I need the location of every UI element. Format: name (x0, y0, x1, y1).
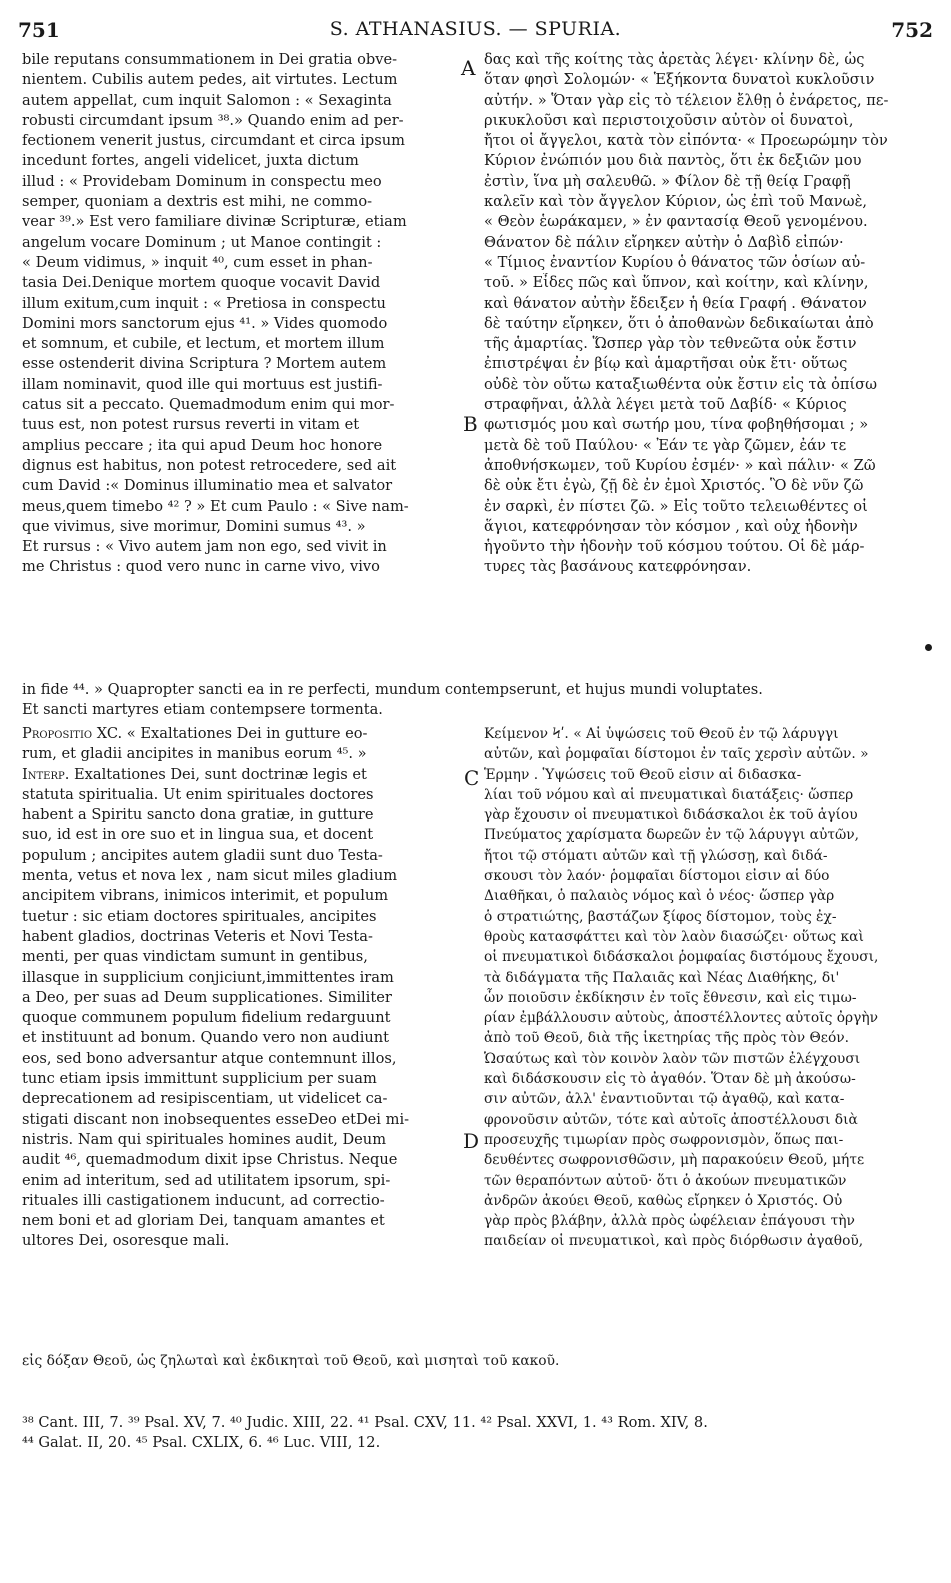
latin-text-line: fectionem venerit justus, circumdant et circa ipsum (22, 132, 405, 150)
greek-text-line: ἀπὸ τοῦ Θεοῦ, διὰ τῆς ἱκετηρίας τῆς πρὸς τὸν Θεόν. (484, 1030, 850, 1047)
greek-text-line: δὲ οὐκ ἔτι ἐγὼ, ζῇ δὲ ἐν ἐμοὶ Χριστός. Ὃ δὲ νῦν ζῶ (484, 477, 864, 495)
latin-text-line: habent a Spiritu sancto dona gratiæ, in gutture (22, 806, 374, 824)
greek-column-lower (484, 724, 932, 1252)
greek-full-width-line: εἰς δόξαν Θεοῦ, ὡς ζηλωταὶ καὶ ἐκδικηταὶ τοῦ Θεοῦ, καὶ μισηταὶ τοῦ κακοῦ. (22, 1353, 560, 1369)
latin-column-upper (22, 50, 460, 578)
latin-text-line: Domini mors sanctorum ejus ⁴¹. » Vides quomodo (22, 314, 388, 332)
latin-text-line: nem boni et ad gloriam Dei, tanquam amantes et (22, 1212, 385, 1230)
greek-text-line: ὧν ποιοῦσιν ἐκδίκησιν ἐν τοῖς ἔθνεσιν, καὶ εἰς τιμω- (484, 989, 857, 1006)
latin-text-line: que vivimus, sive morimur, Domini sumus ⁴³. » (22, 517, 366, 535)
footnotes (22, 1412, 932, 1453)
latin-text-line: Et sancti martyres etiam contempsere tormenta. (22, 701, 383, 719)
latin-text-line: et instituunt ad bonum. Quando vero non audiunt (22, 1029, 390, 1047)
latin-text-line: Propositio XC. « Exaltationes Dei in gutture eo- (22, 725, 368, 742)
latin-text-line: autem appellat, cum inquit Salomon : « Sexaginta (22, 91, 392, 109)
greek-text-line: σιν αὐτῶν, ἀλλ' ἐναντιοῦνται τῷ ἀγαθῷ, καὶ κατα- (484, 1091, 845, 1108)
latin-text-line: nistris. Nam qui spirituales homines audit, Deum (22, 1130, 387, 1148)
greek-text-line: ἀποθνήσκωμεν, τοῦ Κυρίου ἐσμέν· » καὶ πάλιν· « Ζῶ (484, 456, 876, 474)
latin-full-width-lines (22, 680, 932, 721)
latin-text-line: rituales illi castigationem inducunt, ad correctio- (22, 1191, 385, 1209)
greek-text-line: φρονοῦσιν αὐτῶν, τότε καὶ αὐτοῖς ἀποστέλλουσι διὰ (484, 1111, 858, 1128)
footnote-line: ³⁸ Cant. III, 7. ³⁹ Psal. XV, 7. ⁴⁰ Judic. XIII, 22. ⁴¹ Psal. CXV, 11. ⁴² Psal. XXVI, 1. ⁴³ Rom. XIV, 8. (22, 1414, 708, 1431)
latin-text-line: « Deum vidimus, » inquit ⁴⁰, cum esset in phan- (22, 253, 373, 271)
greek-text-line: ὁ στρατιώτης, βαστάζων ξίφος δίστομον, τοὺς ἐχ- (484, 908, 837, 925)
latin-text-line: illum exitum,cum inquit : « Pretiosa in conspectu (22, 294, 386, 312)
section-marker-c: C (464, 766, 480, 790)
latin-text-line: incedunt fortes, angeli videlicet, juxta dictum (22, 152, 359, 170)
greek-text-line: δευθέντες σωφρονισθῶσιν, μὴ παρακούειν Θεοῦ, μήτε (484, 1152, 865, 1169)
latin-text-line: tuus est, non potest rursus reverti in vitam et (22, 416, 360, 434)
latin-text-line: nientem. Cubilis autem pedes, ait virtutes. Lectum (22, 71, 398, 89)
greek-text-line: Θάνατον δὲ πάλιν εἴρηκεν αὐτὴν ὁ Δαβὶδ εἰπών· (484, 233, 844, 251)
greek-text-line: ἐν σαρκὶ, ἐν πίστει ζῶ. » Εἰς τοῦτο τελειωθέντες οἱ (484, 497, 868, 515)
greek-text-line: καλεῖν καὶ τὸν ἄγγελον Κύριον, ὡς ἐπὶ τοῦ Μανωὲ, (484, 193, 868, 211)
latin-text-line: illam nominavit, quod ille qui mortuus est justifi- (22, 375, 383, 393)
greek-text-line: τῆς ἁμαρτίας. Ὥσπερ γὰρ τὸν τεθνεῶτα οὐκ ἔστιν (484, 335, 857, 353)
latin-text-line: ultores Dei, osoresque mali. (22, 1232, 230, 1250)
latin-text-line: Et rursus : « Vivo autem jam non ego, sed vivit in (22, 538, 387, 556)
greek-text-line: αὐτήν. » Ὅταν γὰρ εἰς τὸ τέλειον ἔλθῃ ὁ ἐνάρετος, πε- (484, 91, 889, 109)
greek-text-line: Κύριον ἐνώπιόν μου διὰ παντὸς, ὅτι ἐκ δεξιῶν μου (484, 152, 862, 170)
greek-text-line: αὐτῶν, καὶ ῥομφαῖαι δίστομοι ἐν ταῖς χερσὶν αὐτῶν. » (484, 746, 869, 763)
latin-text-line: illud : « Providebam Dominum in conspectu meo (22, 172, 382, 190)
greek-text-line: τὰ διδάγματα τῆς Παλαιᾶς καὶ Νέας Διαθήκης, δι' (484, 969, 840, 986)
greek-text-line: ἤτοι τῷ στόματι αὐτῶν καὶ τῇ γλώσσῃ, καὶ διδά- (484, 847, 828, 864)
section-marker-d: D (463, 1129, 480, 1153)
greek-text-line: Ὡσαύτως καὶ τὸν κοινὸν λαὸν τῶν πιστῶν ἐλέγχουσι (484, 1050, 861, 1067)
page-header (18, 18, 933, 48)
left-page-number: 751 (18, 18, 60, 42)
greek-text-line: καὶ διδάσκουσιν εἰς τὸ ἀγαθόν. Ὅταν δὲ μὴ ἀκούσω- (484, 1071, 856, 1088)
latin-text-line: eos, sed bono adversantur atque contemnunt illos, (22, 1049, 397, 1067)
greek-column-upper (484, 50, 932, 578)
latin-text-line: enim ad interitum, sed ad utilitatem ipsorum, spi- (22, 1171, 391, 1189)
latin-text-line: me Christus : quod vero nunc in carne vivo, vivo (22, 558, 380, 576)
latin-column-lower (22, 724, 460, 1252)
latin-text-line: robusti circumdant ipsum ³⁸.» Quando enim ad per- (22, 111, 404, 129)
latin-text-line: in fide ⁴⁴. » Quapropter sancti ea in re perfecti, mundum contempserunt, et hujus mundi voluptates. (22, 681, 763, 698)
latin-text-line: rum, et gladii ancipites in manibus eorum ⁴⁵. » (22, 745, 367, 763)
section-marker-a: A (461, 56, 476, 80)
latin-text-line: statuta spiritualia. Ut enim spirituales doctores (22, 785, 374, 803)
latin-text-line: quoque communem populum fidelium redarguunt (22, 1009, 391, 1027)
greek-text-line: παιδείαν οἱ πνευματικοὶ, καὶ πρὸς διόρθωσιν ἀγαθοῦ, (484, 1233, 864, 1250)
greek-text-line: καὶ θάνατον αὐτὴν ἔδειξεν ἡ θεία Γραφή . Θάνατον (484, 294, 867, 312)
latin-text-line: audit ⁴⁶, quemadmodum dixit ipse Christus. Neque (22, 1151, 398, 1169)
greek-text-line: Διαθῆκαι, ὁ παλαιὸς νόμος καὶ ὁ νέος· ὥσπερ γὰρ (484, 888, 835, 905)
greek-text-line: στραφῆναι, ἀλλὰ λέγει μετὰ τοῦ Δαβίδ· « Κύριος (484, 396, 847, 414)
right-page-number: 752 (891, 18, 933, 42)
greek-text-line: ἀνδρῶν ἀκούει Θεοῦ, καθὼς εἴρηκεν ὁ Χριστός. Οὐ (484, 1192, 843, 1209)
greek-text-line: δας καὶ τῆς κοίτης τὰς ἀρετὰς λέγει· κλίνην δὲ, ὡς (484, 51, 865, 68)
latin-text-line: bile reputans consummationem in Dei gratia obve- (22, 51, 398, 68)
greek-text-line: θροὺς κατασφάττει καὶ τὸν λαὸν διασώζει· οὕτως καὶ (484, 928, 864, 945)
greek-text-line: οἱ πνευματικοὶ διδάσκαλοι ῥομφαίας διστόμους ἔχουσι, (484, 949, 879, 966)
greek-text-line: σκουσι τὸν λαόν· ῥομφαῖαι δίστομοι εἰσιν αἱ δύο (484, 868, 830, 885)
latin-text-line: esse ostenderit divina Scriptura ? Mortem autem (22, 355, 387, 373)
latin-text-line: a Deo, per suas ad Deum supplicationes. Similiter (22, 988, 392, 1006)
greek-text-line: μετὰ δὲ τοῦ Παύλου· « Ἐάν τε γὰρ ζῶμεν, ἐάν τε (484, 436, 847, 454)
latin-text-line: menta, vetus et nova lex , nam sicut miles gladium (22, 867, 398, 885)
latin-text-line: stigati discant non inobsequentes esseDeo etDei mi- (22, 1110, 410, 1128)
section-marker-b: B (463, 412, 478, 436)
latin-text-line: vear ³⁹.» Est vero familiare divinæ Scripturæ, etiam (22, 213, 407, 231)
greek-text-line: δὲ ταύτην εἴρηκεν, ὅτι ὁ ἀποθανὼν δεδικαίωται ἀπὸ (484, 314, 874, 332)
footnote-line: ⁴⁴ Galat. II, 20. ⁴⁵ Psal. CXLIX, 6. ⁴⁶ Luc. VIII, 12. (22, 1434, 381, 1452)
latin-text-line: angelum vocare Dominum ; ut Manoe contingit : (22, 233, 382, 251)
greek-text-line: « Τίμιος ἐναντίον Κυρίου ὁ θάνατος τῶν ὁσίων αὐ- (484, 253, 866, 271)
greek-text-line: ἤτοι οἱ ἄγγελοι, κατὰ τὸν εἰπόντα· « Προεωρώμην τὸν (484, 132, 888, 150)
bullet-mark (925, 644, 932, 651)
latin-text-line: habent gladios, doctrinas Veteris et Novi Testa- (22, 927, 373, 945)
latin-text-line: populum ; ancipites autem gladii sunt duo Testa- (22, 846, 383, 864)
latin-text-line: menti, per quas vindictam sumunt in gentibus, (22, 948, 368, 966)
latin-text-line: tunc etiam ipsis immittunt supplicium per suam (22, 1070, 377, 1088)
greek-text-line: τοῦ. » Εἶδες πῶς καὶ ὕπνον, καὶ κοίτην, καὶ κλίνην, (484, 274, 869, 292)
latin-text-line: catus sit a peccato. Quemadmodum enim qui mor- (22, 396, 395, 414)
greek-text-line: λίαι τοῦ νόμου καὶ αἱ πνευματικαὶ διατάξεις· ὥσπερ (484, 786, 854, 803)
latin-text-line: suo, id est in ore suo et in lingua sua, et docent (22, 826, 374, 844)
greek-text-line: ἐστὶν, ἵνα μὴ σαλευθῶ. » Φίλον δὲ τῇ θείᾳ Γραφῇ (484, 172, 851, 190)
greek-text-line: γὰρ πρὸς βλάβην, ἀλλὰ πρὸς ὠφέλειαν ἐπάγουσι τὴν (484, 1213, 855, 1230)
running-title: S. ATHANASIUS. — SPURIA. (329, 18, 622, 40)
latin-text-line: semper, quoniam a dextris est mihi, ne commo- (22, 193, 373, 211)
latin-text-line: amplius peccare ; ita qui apud Deum hoc honore (22, 436, 383, 454)
greek-text-line: ὅταν φησὶ Σολομών· « Ἑξήκοντα δυνατοὶ κυκλοῦσιν (484, 71, 875, 89)
greek-text-line: Ἑρμην . Ὑψώσεις τοῦ Θεοῦ εἰσιν αἱ διδασκα- (484, 766, 802, 783)
latin-text-line: Interp. Exaltationes Dei, sunt doctrinæ legis et (22, 765, 367, 783)
latin-text-line: tasia Dei.Denique mortem quoque vocavit David (22, 274, 381, 292)
greek-text-line: οὐδὲ τὸν οὕτω καταξιωθέντα οὐκ ἔστιν εἰς τὰ ὀπίσω (484, 375, 878, 393)
latin-text-line: et somnum, et cubile, et lectum, et mortem illum (22, 335, 385, 353)
latin-text-line: meus,quem timebo ⁴² ? » Et cum Paulo : « Sive nam- (22, 497, 409, 515)
greek-text-line: γὰρ ἔχουσιν οἱ πνευματικοὶ διδάσκαλοι ἐκ τοῦ ἁγίου (484, 807, 858, 824)
greek-text-line: Κείμενον Ϟʹ. « Αἱ ὑψώσεις τοῦ Θεοῦ ἐν τῷ λάρυγγι (484, 726, 839, 742)
greek-text-line: φωτισμός μου καὶ σωτήρ μου, τίνα φοβηθήσομαι ; » (484, 416, 869, 434)
latin-text-line: deprecationem ad resipiscentiam, ut videlicet ca- (22, 1090, 388, 1108)
greek-text-line: ἡγοῦντο τὴν ἡδονὴν τοῦ κόσμου τούτου. Οἱ δὲ μάρ- (484, 538, 865, 556)
greek-text-line: ἐπιστρέψαι ἐν βίῳ καὶ ἁμαρτῆσαι οὐκ ἔτι· οὕτως (484, 355, 848, 373)
greek-text-line: προσευχῆς τιμωρίαν πρὸς σωφρονισμὸν, ὅπως παι- (484, 1131, 844, 1148)
greek-text-line: « Θεὸν ἑωράκαμεν, » ἐν φαντασίᾳ Θεοῦ γενομένου. (484, 213, 868, 231)
latin-text-line: ancipitem vibrans, inimicos interimit, et populum (22, 887, 389, 905)
greek-text-line: Πνεύματος χαρίσματα δωρεῶν ἐν τῷ λάρυγγι αὐτῶν, (484, 827, 860, 844)
latin-text-line: tuetur : sic etiam doctores spirituales, ancipites (22, 907, 377, 925)
latin-text-line: dignus est habitus, non potest retrocedere, sed ait (22, 456, 397, 474)
latin-text-line: illasque in supplicium conjiciunt,immittentes iram (22, 968, 394, 986)
greek-text-line: ρικυκλοῦσι καὶ περιστοιχοῦσιν αὐτὸν οἱ δυνατοὶ, (484, 111, 854, 129)
greek-text-line: ἅγιοι, κατεφρόνησαν τὸν κόσμον , καὶ οὐχ ἡδονὴν (484, 517, 858, 535)
greek-text-line: τῶν θεραπόντων αὐτοῦ· ὅτι ὁ ἀκούων πνευματικῶν (484, 1172, 847, 1189)
greek-text-line: ρίαν ἐμβάλλουσιν αὐτοὺς, ἀποστέλλοντες αὐτοῖς ὀργὴν (484, 1010, 879, 1027)
latin-text-line: cum David :« Dominus illuminatio mea et salvator (22, 477, 393, 495)
greek-text-line: τυρες τὰς βασάνους κατεφρόνησαν. (484, 558, 752, 576)
